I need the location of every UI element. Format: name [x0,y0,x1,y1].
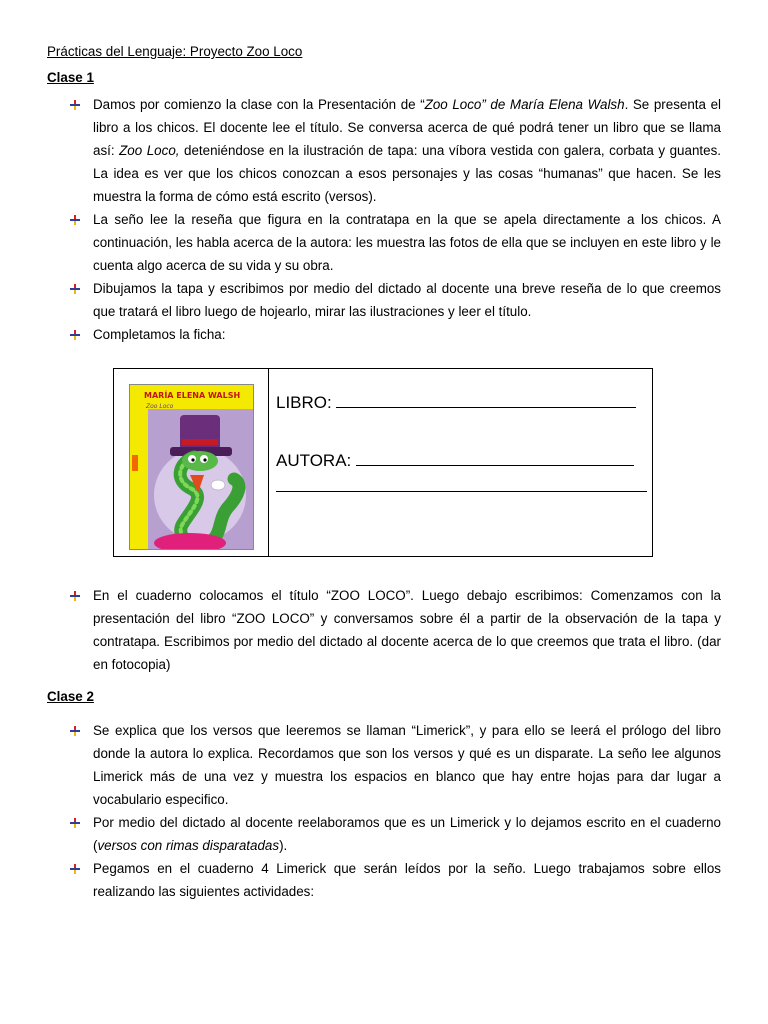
bullet-marker-icon [70,818,80,828]
book-cover-illustration [130,385,253,549]
text-run: La seño lee la reseña que figura en la contratapa en la que se apela directamente a los chicos. A continuación, les habla acerca de la autora: les muestra las fotos de ella que se incluyen en este libro y le cuenta algo acerca de su vida y su obra. [93,212,721,273]
snake-head [182,451,218,471]
list-item-text [93,723,721,807]
bullet-marker-icon [70,726,80,736]
list-item-text [93,212,721,273]
list-item-text [93,97,721,204]
list-item [70,208,721,277]
cover-spine-mark [132,455,138,471]
snake-top-hat [180,415,220,451]
autora-label: AUTORA: [276,451,352,470]
snake-pupil-left [191,458,194,461]
list-item [70,719,721,811]
bullet-marker-icon [70,330,80,340]
bullet-marker-icon [70,215,80,225]
italic-text: versos con rimas disparatadas [97,838,280,853]
card-divider [268,369,269,556]
list-item [70,857,721,903]
clase-1-list [70,93,721,346]
list-item [70,811,721,857]
snake-glove [211,480,225,490]
clase-1-heading: Clase 1 [47,70,94,85]
bullet-marker-icon [70,284,80,294]
bullet-marker-icon [70,591,80,601]
text-run: Se explica que los versos que leeremos se llaman “Limerick”, y para ello se leerá el prólogo del libro donde la autora lo explica. Recordamos que son los versos y qué es un disparate. La seño lee algunos Limerick más de una vez y muestra los espacios en blanco que hay entre hojas para dar lugar a vocabulario especifico. [93,723,721,807]
list-item-text [93,861,721,899]
snake-pupil-right [203,458,206,461]
italic-text: Zoo Loco, [119,143,180,158]
list-item-text [93,588,721,672]
text-run: Por medio del dictado al docente reelaboramos que es un Limerick y lo dejamos escrito en el cuaderno ( [93,815,721,853]
cover-author-text: MARÍA ELENA WALSH [144,391,241,400]
text-run: Dibujamos la tapa y escribimos por medio del dictado al docente una breve reseña de lo que creemos que tratará el libro luego de hojearlo, mirar las ilustraciones y leer el título. [93,281,721,319]
document-title: Prácticas del Lenguaje: Proyecto Zoo Loco [47,44,303,59]
list-item [70,277,721,323]
libro-field[interactable] [276,393,636,413]
clase-2-list [70,719,721,903]
list-item [70,93,721,208]
list-item-text [93,815,721,853]
libro-label: LIBRO: [276,393,332,412]
cover-title-text: Zoo Loco [146,403,174,410]
hat-band [182,439,218,445]
text-run: deteniéndose en la ilustración de tapa: una víbora vestida con galera, corbata y guantes. La idea es ver que los chicos conozcan a esos personajes y las cosas “humanas” que hacen. Se les muestra la forma de cómo está escrito (versos). [93,143,721,204]
list-item [70,323,721,346]
book-cover-image [129,384,254,550]
libro-blank-line[interactable] [336,393,636,408]
bullet-marker-icon [70,100,80,110]
text-run: Damos por comienzo la clase con la Presentación de “ [93,97,425,112]
text-run: Pegamos en el cuaderno 4 Limerick que serán leídos por la seño. Luego trabajamos sobre ellos realizando las siguientes actividades: [93,861,721,899]
text-run: En el cuaderno colocamos el título “ZOO LOCO”. Luego debajo escribimos: Comenzamos con la presentación del libro “ZOO LOCO” y conversamos sobre él a partir de la observación de la tapa y contratapa. Escribimos por medio del dictado al docente acerca de lo que creemos que trata el libro. (dar en fotocopia) [93,588,721,672]
text-run: Completamos la ficha: [93,327,226,342]
autora-extra-field[interactable] [276,477,647,497]
clase-1-after-card-list [70,584,721,676]
list-item-text [93,327,225,342]
autora-extra-blank-line[interactable] [276,477,647,492]
ficha-card [113,368,653,557]
italic-text: Zoo Loco” de María Elena Walsh [424,97,625,112]
autora-field[interactable] [276,451,634,471]
text-run: . Se presenta el libro a los chicos. El docente lee el título. Se conversa acerca de qué podrá tener un libro que se llama así: [93,97,721,158]
bullet-marker-icon [70,864,80,874]
clase-2-heading: Clase 2 [47,689,94,704]
list-item-text [93,281,721,319]
autora-blank-line[interactable] [356,451,634,466]
list-item [70,584,721,676]
text-run: ). [279,838,288,853]
